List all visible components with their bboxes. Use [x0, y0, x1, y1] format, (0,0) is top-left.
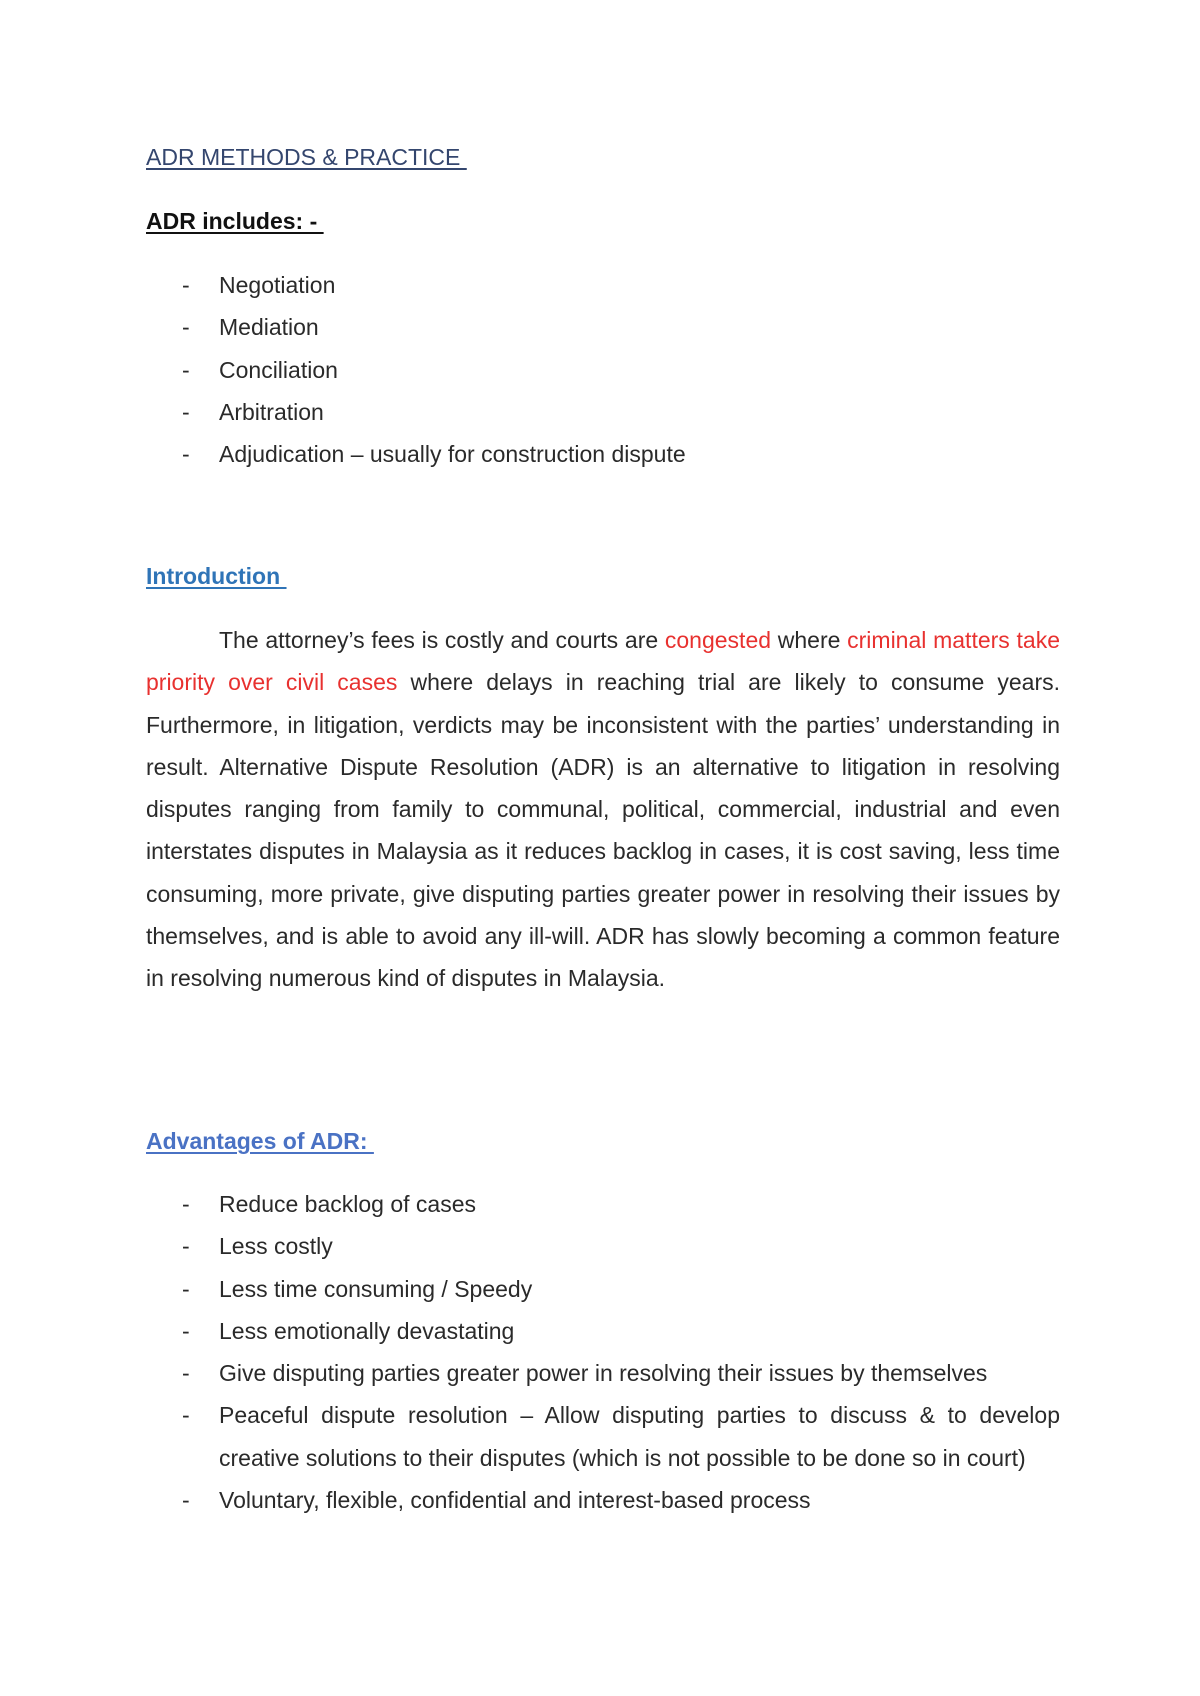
dash-bullet: -: [182, 398, 190, 425]
list-item: [146, 1310, 1060, 1352]
list-item-text: Reduce backlog of cases: [219, 1191, 476, 1217]
list-item: [146, 349, 1060, 391]
intro-text-segment: The attorney’s fees is costly and courts are: [219, 627, 665, 653]
list-item-text: Less time consuming / Speedy: [219, 1275, 533, 1302]
list-item-text: Negotiation: [219, 272, 336, 298]
dash-bullet: -: [182, 1317, 190, 1344]
advantages-list: [146, 1183, 1060, 1521]
adr-includes-heading: ADR includes: -: [146, 208, 324, 234]
list-item-text: Voluntary, flexible, confidential and interest-based process: [219, 1487, 811, 1514]
list-item: [146, 1183, 1060, 1225]
list-item: [146, 1479, 1060, 1521]
intro-text-segment: where delays in reaching trial are likely to consume years. Furthermore, in litigation, verdicts may be inconsistent with the parties’ understanding in result. Alternative Dispute Resolution (ADR) is an alternative to litigation in resolving disputes ranging from family to communal, political, commercial, industrial and even interstates disputes in Malaysia as it reduces backlog in cases, it is cost saving, less time consuming, more private, give disputing parties greater power in resolving their issues by themselves, and is able to avoid any ill-will. ADR has slowly becoming a common feature in resolving numerous kind of disputes in Malaysia.: [146, 669, 1060, 992]
dash-bullet: -: [182, 1275, 190, 1302]
list-item-text: Less costly: [219, 1233, 333, 1260]
advantages-heading: Advantages of ADR:: [146, 1128, 374, 1154]
introduction-heading: Introduction: [146, 563, 287, 589]
list-item-text: Mediation: [219, 314, 319, 341]
dash-bullet: -: [182, 441, 190, 468]
dash-bullet: -: [182, 1487, 190, 1514]
intro-text-segment: where: [771, 627, 848, 653]
list-item: [146, 1225, 1060, 1267]
list-item: [146, 433, 1060, 475]
dash-bullet: -: [182, 356, 190, 383]
dash-bullet: -: [182, 272, 190, 298]
list-item-text: Arbitration: [219, 398, 324, 425]
document-title: ADR METHODS & PRACTICE: [146, 144, 467, 170]
dash-bullet: -: [182, 1233, 190, 1260]
list-item-text: Give disputing parties greater power in resolving their issues by themselves: [219, 1360, 988, 1387]
list-item: [146, 306, 1060, 348]
list-item: [146, 264, 1060, 306]
list-item: [146, 1268, 1060, 1310]
introduction-paragraph: [146, 619, 1060, 1000]
list-item-text: Conciliation: [219, 356, 338, 383]
list-item-text: Peaceful dispute resolution – Allow disputing parties to discuss & to develop creative solutions to their disputes (which is not possible to be done so in court): [219, 1402, 1060, 1471]
list-item: [146, 391, 1060, 433]
adr-includes-list: [146, 264, 1060, 475]
dash-bullet: -: [182, 314, 190, 341]
dash-bullet: -: [182, 1191, 190, 1217]
intro-highlight-criminal-matters: criminal matters take priority over civil cases: [146, 627, 1060, 696]
intro-highlight-congested: congested: [664, 627, 772, 653]
list-item: [146, 1352, 1060, 1394]
list-item-text: Less emotionally devastating: [219, 1317, 515, 1344]
dash-bullet: -: [182, 1360, 190, 1387]
list-item: [146, 1394, 1060, 1479]
list-item-text: Adjudication – usually for construction dispute: [219, 441, 686, 468]
dash-bullet: -: [182, 1402, 190, 1429]
